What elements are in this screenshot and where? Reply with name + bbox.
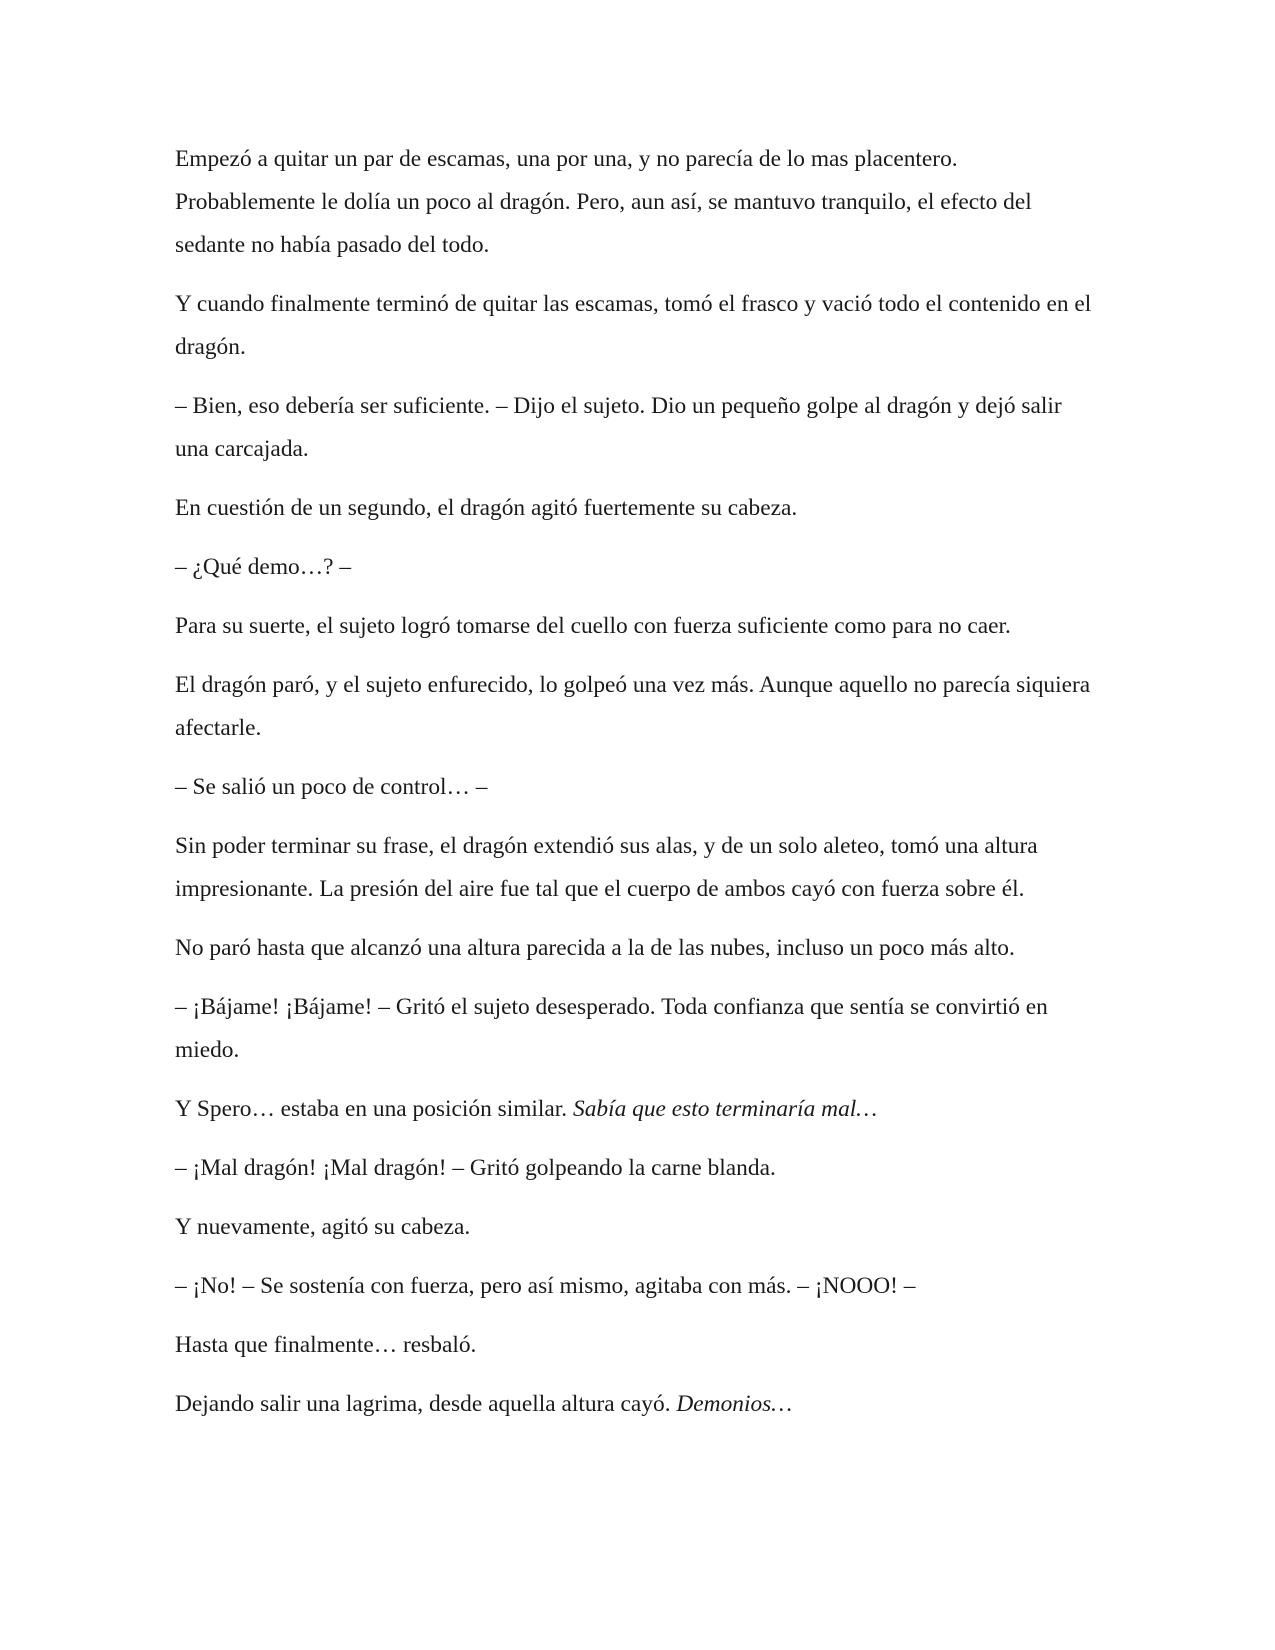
- paragraph-9: Sin poder terminar su frase, el dragón extendió sus alas, y de un solo aleteo, tomó una altura impresionante. La presión del aire fue tal que el cuerpo de ambos cayó con fuerza sobre él.: [175, 833, 1038, 902]
- paragraph-12-plain: Y Spero… estaba en una posición similar.: [175, 1096, 573, 1122]
- paragraph-10: No paró hasta que alcanzó una altura parecida a la de las nubes, incluso un poco más alto.: [175, 935, 1015, 961]
- paragraph-12-italic: Sabía que esto terminaría mal…: [573, 1096, 878, 1122]
- paragraph-11: – ¡Bájame! ¡Bájame! – Gritó el sujeto desesperado. Toda confianza que sentía se convirtió en miedo.: [175, 994, 1048, 1063]
- paragraph-5: – ¿Qué demo…? –: [175, 554, 352, 580]
- paragraph-14: Y nuevamente, agitó su cabeza.: [175, 1214, 471, 1240]
- paragraph-8: – Se salió un poco de control… –: [175, 774, 488, 800]
- body-text: [175, 138, 1095, 1426]
- paragraph-17-plain: Dejando salir una lagrima, desde aquella altura cayó.: [175, 1391, 677, 1417]
- paragraph-6: Para su suerte, el sujeto logró tomarse del cuello con fuerza suficiente como para no caer.: [175, 613, 1011, 639]
- paragraph-17-italic: Demonios…: [676, 1391, 793, 1417]
- paragraph-2: Y cuando finalmente terminó de quitar las escamas, tomó el frasco y vació todo el contenido en el dragón.: [175, 291, 1092, 360]
- paragraph-7: El dragón paró, y el sujeto enfurecido, lo golpeó una vez más. Aunque aquello no parecía siquiera afectarle.: [175, 672, 1091, 741]
- paragraph-1: Empezó a quitar un par de escamas, una por una, y no parecía de lo mas placentero. Probablemente le dolía un poco al dragón. Pero, aun así, se mantuvo tranquilo, el efecto del sedante no había pasado del todo.: [175, 146, 1032, 258]
- paragraph-12: [175, 1088, 1095, 1131]
- paragraph-4: En cuestión de un segundo, el dragón agitó fuertemente su cabeza.: [175, 495, 798, 521]
- paragraph-3: – Bien, eso debería ser suficiente. – Dijo el sujeto. Dio un pequeño golpe al dragón y dejó salir una carcajada.: [175, 393, 1062, 462]
- paragraph-17: [175, 1383, 1095, 1426]
- paragraph-16: Hasta que finalmente… resbaló.: [175, 1332, 477, 1358]
- paragraph-13: – ¡Mal dragón! ¡Mal dragón! – Gritó golpeando la carne blanda.: [175, 1155, 776, 1181]
- paragraph-15: – ¡No! – Se sostenía con fuerza, pero así mismo, agitaba con más. – ¡NOOO! –: [175, 1273, 916, 1299]
